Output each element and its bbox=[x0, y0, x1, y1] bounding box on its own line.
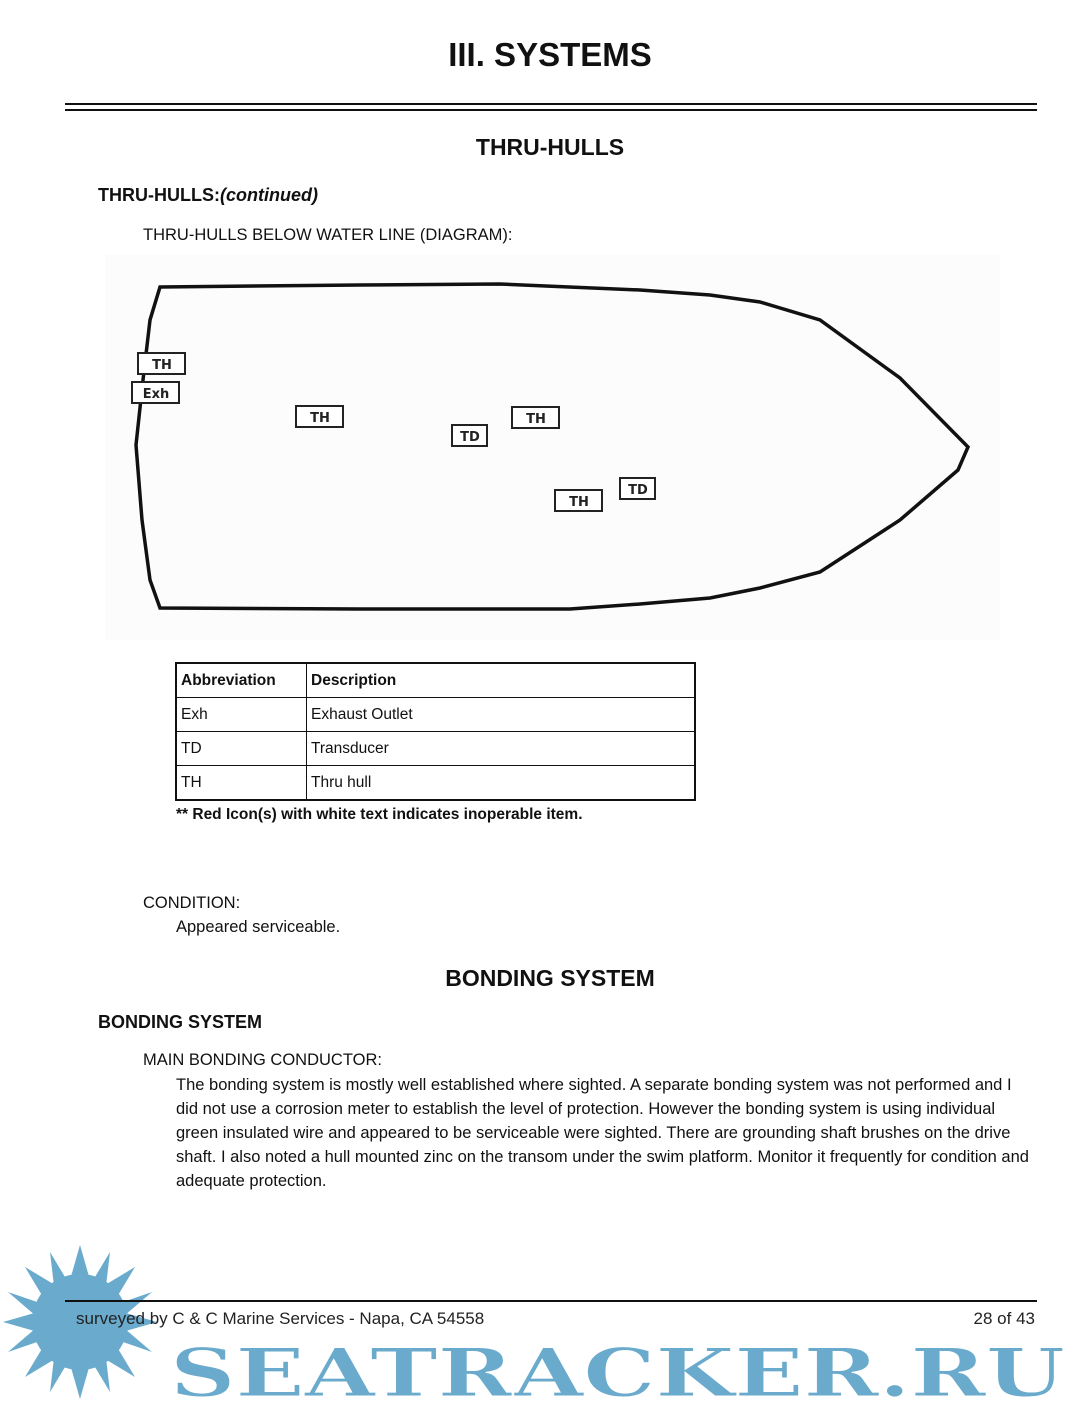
table-header-row bbox=[176, 663, 695, 698]
marker-td bbox=[620, 478, 655, 499]
table-row bbox=[176, 698, 695, 732]
cell-description: Transducer bbox=[307, 732, 696, 766]
footer-surveyor: surveyed by C & C Marine Services - Napa, CA 54558 bbox=[76, 1309, 485, 1328]
cell-abbreviation: TD bbox=[176, 732, 307, 766]
svg-text:TH: TH bbox=[526, 412, 546, 427]
legend-table bbox=[175, 662, 696, 801]
page-title: III. SYSTEMS bbox=[448, 36, 652, 73]
marker-th bbox=[138, 353, 185, 374]
marker-th bbox=[512, 407, 559, 428]
bonding-paragraph: The bonding system is mostly well established where sighted. A separate bonding system was not performed and I did not use a corrosion meter to establish the level of protection. However the bonding system is using individual green insulated wire and appeared to be serviceable were sighted. There are grounding shaft brushes on the drive shaft. I also noted a hull mounted zinc on the transom under the swim platform. Monitor it frequently for condition and adequate protection. bbox=[176, 1076, 1029, 1190]
cell-description: Thru hull bbox=[307, 766, 696, 801]
diagram-label: THRU-HULLS BELOW WATER LINE (DIAGRAM): bbox=[143, 226, 513, 244]
footer-divider bbox=[65, 1300, 1037, 1302]
marker-th bbox=[296, 406, 343, 427]
condition-value: Appeared serviceable. bbox=[176, 918, 341, 936]
footer-page-number: 28 of 43 bbox=[973, 1309, 1035, 1328]
condition-label: CONDITION: bbox=[143, 894, 241, 912]
marker-th bbox=[555, 490, 602, 511]
table-row bbox=[176, 732, 695, 766]
svg-text:Exh: Exh bbox=[142, 387, 170, 402]
table-row bbox=[176, 766, 695, 801]
legend-note: ** Red Icon(s) with white text indicates inoperable item. bbox=[176, 806, 583, 823]
cell-abbreviation: TH bbox=[176, 766, 307, 801]
subheading-suffix: (continued) bbox=[219, 185, 318, 205]
header-abbreviation: Abbreviation bbox=[176, 663, 307, 698]
hull-diagram bbox=[0, 0, 1080, 660]
conductor-label: MAIN BONDING CONDUCTOR: bbox=[143, 1051, 382, 1069]
subheading-bonding: BONDING SYSTEM bbox=[98, 1012, 263, 1032]
svg-text:TD: TD bbox=[460, 430, 480, 445]
svg-text:TH: TH bbox=[310, 411, 330, 426]
marker-td bbox=[452, 425, 487, 446]
cell-description: Exhaust Outlet bbox=[307, 698, 696, 732]
section-title-bonding: BONDING SYSTEM bbox=[445, 965, 655, 991]
watermark-text: SEATRACKER.RU bbox=[170, 1334, 1065, 1402]
diagram-background bbox=[105, 255, 1000, 640]
svg-text:TD: TD bbox=[628, 483, 648, 498]
marker-exh bbox=[132, 382, 179, 403]
section-title-thru-hulls: THRU-HULLS bbox=[475, 134, 625, 160]
svg-text:TH: TH bbox=[152, 358, 172, 373]
subheading-label: THRU-HULLS: bbox=[98, 185, 220, 205]
header-description: Description bbox=[307, 663, 696, 698]
cell-abbreviation: Exh bbox=[176, 698, 307, 732]
svg-text:TH: TH bbox=[569, 495, 589, 510]
